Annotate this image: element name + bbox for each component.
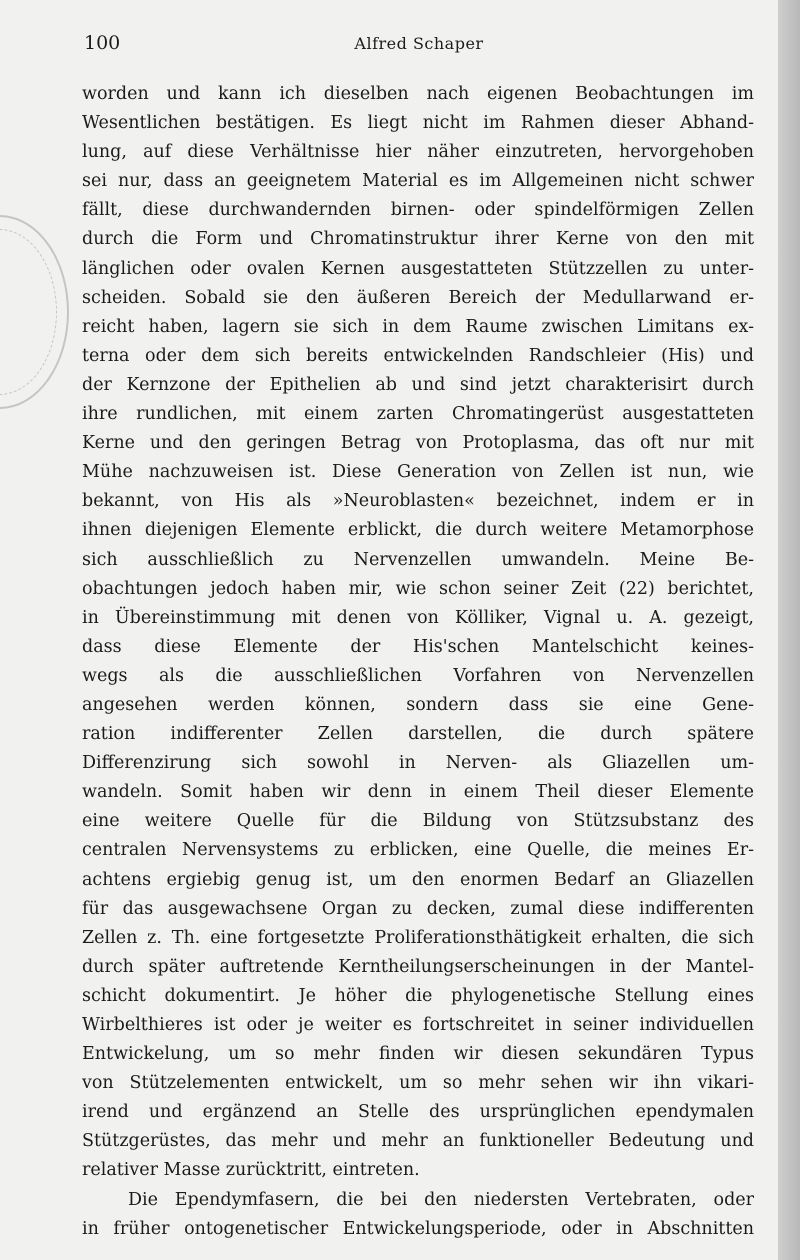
text-line: Kerne und den geringen Betrag von Protoplasma, das oft nur mit (82, 433, 754, 454)
text-line: fällt, diese durchwandernden birnen- oder spindelförmigen Zellen (82, 200, 754, 221)
text-line: Die Ependymfasern, die bei den niedersten Vertebraten, oder (128, 1189, 754, 1210)
text-line: Mühe nachzuweisen ist. Diese Generation von Zellen ist nun, wie (82, 462, 754, 483)
text-line: relativer Masse zurücktritt, eintreten. (82, 1160, 420, 1181)
text-line: durch die Form und Chromatinstruktur ihrer Kerne von den mit (82, 229, 754, 250)
text-line: ration indifferenter Zellen darstellen, die durch spätere (82, 724, 754, 745)
text-line: lung, auf diese Verhältnisse hier näher einzutreten, hervorgehoben (82, 142, 754, 163)
text-line: Wirbelthieres ist oder je weiter es fortschreitet in seiner individuellen (82, 1015, 754, 1035)
running-head: Alfred Schaper (354, 34, 484, 53)
library-stamp (0, 215, 69, 409)
page-edge (778, 0, 800, 1260)
text-line: ihre rundlichen, mit einem zarten Chromatingerüst ausgestatteten (82, 404, 754, 425)
text-line: wegs als die ausschließlichen Vorfahren von Nervenzellen (82, 665, 754, 686)
text-line: dass diese Elemente der His'schen Mantelschicht keines- (82, 636, 754, 657)
text-line: ihnen diejenigen Elemente erblickt, die durch weitere Metamorphose (82, 520, 754, 541)
text-line: in früher ontogenetischer Entwickelungsperiode, oder in Abschnitten (82, 1218, 754, 1239)
page-number: 100 (84, 32, 121, 54)
text-line: sich ausschließlich zu Nervenzellen umwandeln. Meine Be- (82, 549, 754, 570)
text-line: Differenzirung sich sowohl in Nerven- als Gliazellen um- (82, 753, 754, 774)
text-line: achtens ergiebig genug ist, um den enormen Bedarf an Gliazellen (82, 869, 754, 890)
text-line: centralen Nervensystems zu erblicken, eine Quelle, die meines Er- (82, 840, 754, 861)
text-line: terna oder dem sich bereits entwickelnden Randschleier (His) und (82, 345, 754, 366)
text-line: Wesentlichen bestätigen. Es liegt nicht im Rahmen dieser Abhand- (82, 113, 754, 134)
text-line: der Kernzone der Epithelien ab und sind jetzt charakterisirt durch (82, 374, 754, 395)
body-text (82, 80, 754, 1244)
text-line: sei nur, dass an geeignetem Material es im Allgemeinen nicht schwer (82, 171, 754, 192)
text-line: durch später auftretende Kerntheilungserscheinungen in der Mantel- (82, 956, 754, 977)
text-line: wandeln. Somit haben wir denn in einem Theil dieser Elemente (82, 782, 754, 803)
text-line: angesehen werden können, sondern dass sie eine Gene- (82, 694, 754, 715)
page-header (84, 32, 754, 60)
text-line: schicht dokumentirt. Je höher die phylogenetische Stellung eines (82, 985, 754, 1006)
text-line: Entwickelung, um so mehr finden wir diesen sekundären Typus (82, 1044, 754, 1065)
text-line: Zellen z. Th. eine fortgesetzte Proliferationsthätigkeit erhalten, die sich (82, 927, 754, 948)
text-line: reicht haben, lagern sie sich in dem Raume zwischen Limitans ex- (82, 316, 754, 337)
text-line: eine weitere Quelle für die Bildung von Stützsubstanz des (82, 811, 754, 832)
text-line: irend und ergänzend an Stelle des ursprünglichen ependymalen (82, 1102, 754, 1123)
text-line: für das ausgewachsene Organ zu decken, zumal diese indifferenten (82, 898, 754, 919)
text-line: obachtungen jedoch haben mir, wie schon seiner Zeit (22) berichtet, (82, 578, 754, 599)
text-line: worden und kann ich dieselben nach eigenen Beobachtungen im (82, 84, 754, 104)
text-line: Stützgerüstes, das mehr und mehr an funktioneller Bedeutung und (82, 1131, 754, 1152)
text-line: länglichen oder ovalen Kernen ausgestatteten Stützzellen zu unter- (82, 258, 754, 279)
text-line: in Übereinstimmung mit denen von Kölliker, Vignal u. A. gezeigt, (82, 607, 754, 628)
text-line: scheiden. Sobald sie den äußeren Bereich der Medullarwand er- (82, 287, 754, 308)
text-line: von Stützelementen entwickelt, um so mehr sehen wir ihn vikari- (82, 1073, 754, 1094)
text-line: bekannt, von His als »Neuroblasten« bezeichnet, indem er in (82, 491, 754, 512)
